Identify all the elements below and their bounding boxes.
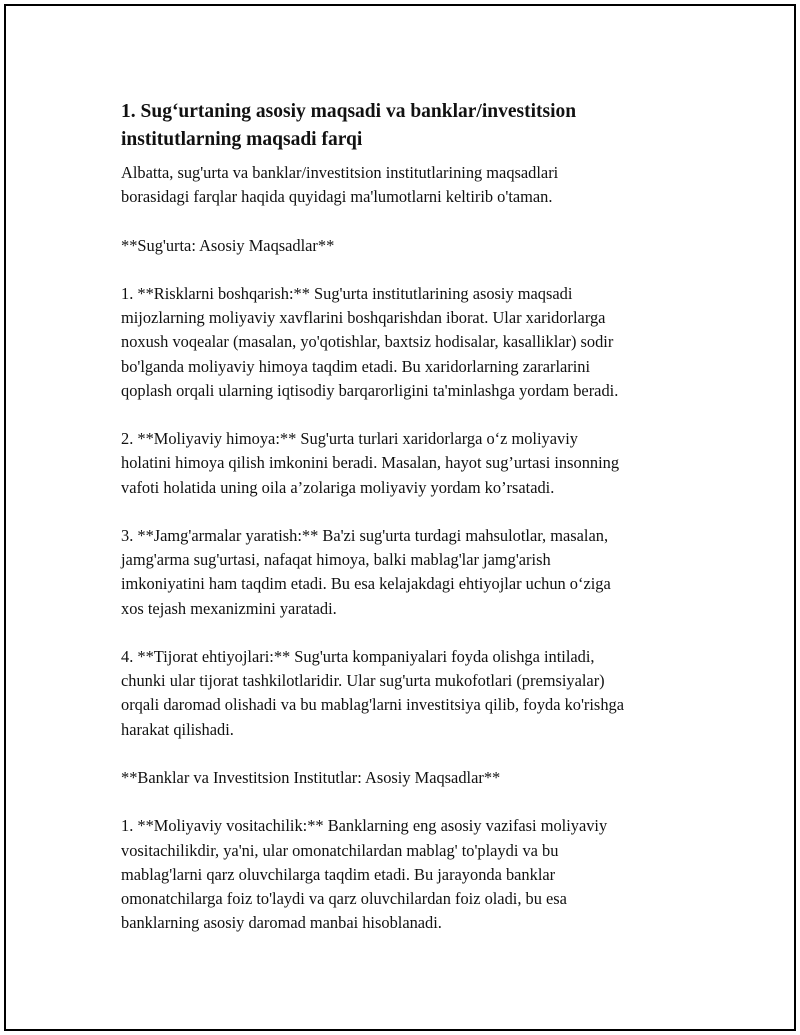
page-frame [4, 4, 796, 1031]
document-title: 1. Sug‘urtaning asosiy maqsadi va banklar/investitsion institutlarning maqsadi farqi [121, 101, 577, 150]
insurance-point-risk-management: 1. **Risklarni boshqarish:** Sug'urta institutlarining asosiy maqsadi mijozlarning moliyaviy xavflarini boshqarishdan iborat. Ular xaridorlarga noxush voqealar (masalan, yo'qotishlar, baxtsiz hodisalar, kasalliklar) sodir bo'lganda moliyaviy himoya taqdim etadi. Bu xaridorlarning zararlarini qoplash orqali ularning iqtisodiy barqarorligini ta'minlashga yordam beradi. [121, 283, 619, 400]
insurance-point-savings: 3. **Jamg'armalar yaratish:** Ba'zi sug'urta turdagi mahsulotlar, masalan, jamg'arma sug'urtasi, nafaqat himoya, balki mablag'lar jamg'arish imkoniyatini ham taqdim etadi. Bu esa kelajakdagi ehtiyojlar uchun o‘ziga xos tejash mexanizmini yaratadi. [121, 525, 611, 618]
document-body [121, 98, 696, 960]
intro-paragraph: Albatta, sug'urta va banklar/investitsion institutlarining maqsadlari borasidagi farqlar haqida quyidagi ma'lumotlarni keltirib o'taman. [121, 163, 559, 207]
insurance-point-financial-protection: 2. **Moliyaviy himoya:** Sug'urta turlari xaridorlarga o‘z moliyaviy holatini himoya qilish imkonini beradi. Masalan, hayot sug’urtasi insonning vafoti holatida uning oila a’zolariga moliyaviy yordam ko’rsatadi. [121, 429, 620, 497]
insurance-section-heading: **Sug'urta: Asosiy Maqsadlar** [121, 235, 335, 255]
banks-section-heading: **Banklar va Investitsion Institutlar: Asosiy Maqsadlar** [121, 767, 501, 787]
insurance-point-commercial-needs: 4. **Tijorat ehtiyojlari:** Sug'urta kompaniyalari foyda olishga intiladi, chunki ular tijorat tashkilotlaridir. Ular sug'urta mukofotlari (premsiyalar) orqali daromad olishadi va bu mablag'larni investitsiya qilib, foyda ko'rishga harakat qilishadi. [121, 646, 624, 739]
banks-point-financial-intermediation: 1. **Moliyaviy vositachilik:** Banklarning eng asosiy vazifasi moliyaviy vositachilikdir, ya'ni, ular omonatchilardan mablag' to'playdi va bu mablag'larni qarz oluvchilarga taqdim etadi. Bu jarayonda banklar omonatchilarga foiz to'laydi va qarz oluvchilardan foiz oladi, bu esa banklarning asosiy daromad manbai hisoblanadi. [121, 816, 608, 933]
